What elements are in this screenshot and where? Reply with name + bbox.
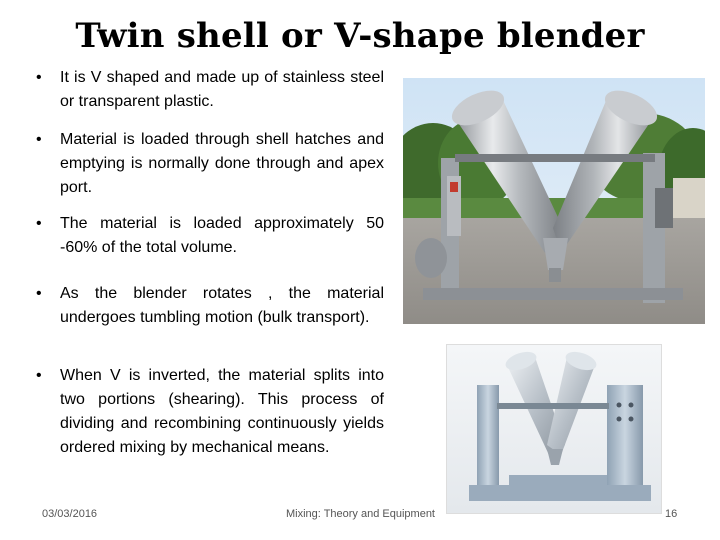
v-blender-render bbox=[446, 344, 662, 514]
bullet-text: When V is inverted, the material splits into two portions (shearing). This process of dividing and recombining continuously yields ordered mixing by mechanical means. bbox=[60, 367, 384, 456]
bullet-item bbox=[36, 128, 384, 200]
bullet-marker: • bbox=[36, 367, 42, 384]
bullet-item bbox=[36, 212, 384, 260]
bullet-text: Material is loaded through shell hatches and emptying is normally done through and apex port. bbox=[60, 131, 384, 196]
footer-title: Mixing: Theory and Equipment bbox=[286, 508, 435, 520]
bullet-marker: • bbox=[36, 285, 42, 302]
bullet-text: It is V shaped and made up of stainless steel or transparent plastic. bbox=[60, 69, 384, 110]
v-blender-outdoor-photo bbox=[403, 78, 705, 324]
bullet-marker: • bbox=[36, 69, 42, 86]
bullet-marker: • bbox=[36, 131, 42, 148]
footer-date: 03/03/2016 bbox=[42, 508, 98, 520]
bullet-item bbox=[36, 364, 384, 460]
bullet-marker: • bbox=[36, 215, 42, 232]
slide-title: Twin shell or V-shape blender bbox=[75, 16, 645, 56]
bullet-item bbox=[36, 66, 384, 114]
bullet-text: The material is loaded approximately 50 -60% of the total volume. bbox=[60, 215, 384, 256]
page-number: 16 bbox=[665, 508, 678, 520]
bullet-text: As the blender rotates , the material undergoes tumbling motion (bulk transport). bbox=[60, 285, 384, 326]
bullet-item bbox=[36, 282, 384, 330]
